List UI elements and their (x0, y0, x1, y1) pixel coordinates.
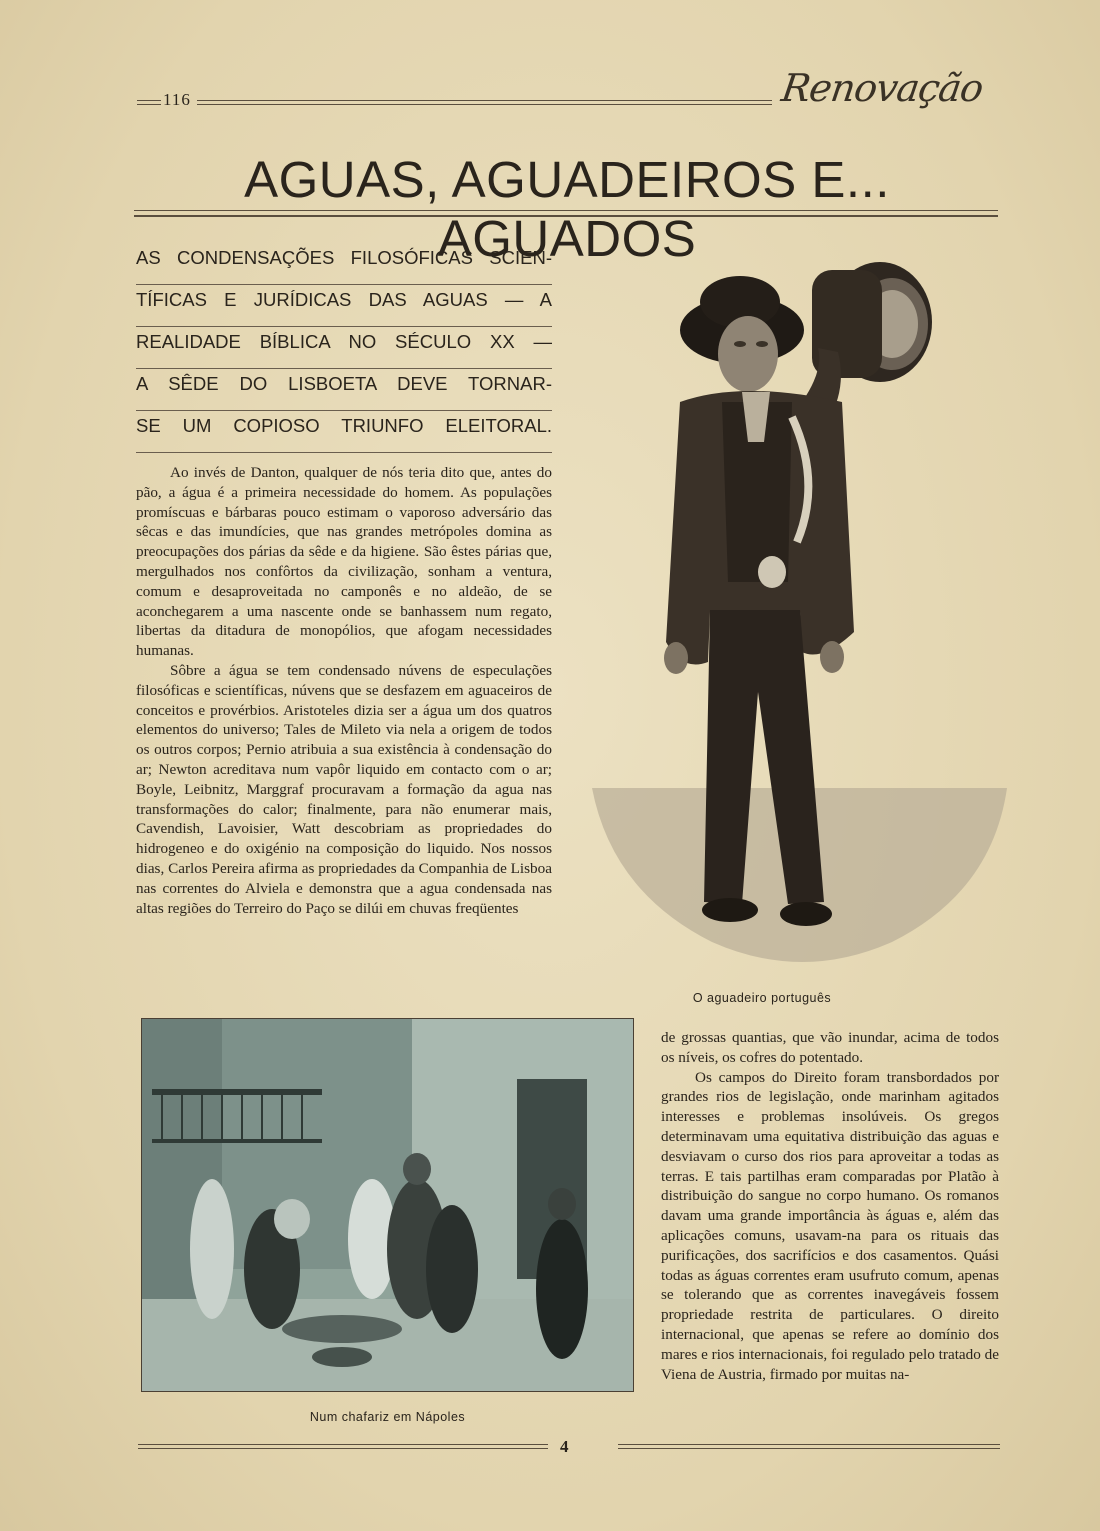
napoles-fountain-photo (141, 1018, 634, 1392)
subheading-line: AS CONDENSAÇÕES FILOSÓFICAS SCIEN- (136, 244, 552, 285)
body-column-right (661, 1028, 999, 1384)
footer-rule (138, 1444, 548, 1449)
article-subheading (136, 244, 552, 454)
subheading-line: REALIDADE BÍBLICA NO SÉCULO XX — (136, 328, 552, 369)
photo-caption: Num chafariz em Nápoles (309, 1410, 466, 1424)
header-rule (197, 100, 772, 105)
header-rule (137, 100, 161, 105)
subheading-line: A SÊDE DO LISBOETA DEVE TORNAR- (136, 370, 552, 411)
title-rule (134, 210, 998, 211)
body-paragraph: Os campos do Direito foram transbordados por grandes rios de legislação, onde marinham agitados interesses e problemas insolúveis. Os gregos determinavam uma equitativa distribuição das aguas e desviavam o curso dos rios para aproveitar a todas as terras. E tais partilhas eram comparadas por Platão à distribuição do sangue no corpo humano. Os romanos davam uma grande importância às águas e, além das aplicações comuns, usavam-na para os rituais das purificações, dos sacrifícios e dos casamentos. Quási todas as águas correntes eram usufruto comum, apenas se tolerando que as correntes inavegáveis fossem propriedade restrita de particulares. O direito internacional, que apenas se refere ao domínio dos mares e rios internacionais, foi regulado pelo tratado de Viena de Austria, firmado por muitas na- (661, 1068, 999, 1383)
subheading-line: SE UM COPIOSO TRIUNFO ELEITORAL. (136, 412, 552, 453)
masthead-logo: Renovação (778, 66, 986, 110)
subheading-line: TÍFICAS E JURÍDICAS DAS AGUAS — A (136, 286, 552, 327)
footer-rule (618, 1444, 1000, 1449)
article-title: AGUAS, AGUADEIROS E... AGUADOS (244, 151, 890, 267)
body-paragraph: Ao invés de Danton, qualquer de nós teria dito que, antes do pão, a água é a primeira necessidade do homem. As populações promíscuas e bárbaras pouco estimam o vaporoso adversário das sêcas e das imundícies, que nas grandes metrópoles domina as preocupações dos párias da sêde e da higiene. São êstes párias que, mergulhados nos confôrtos da civilização, sonham a ventura, comum e desaproveitada no camponês e no aldeão, de se aconchegarem a uma nascente onde se banhassem num regato, libertas da ditadura de monopólios, que afogam necessidades humanas. (136, 464, 552, 660)
title-rule (134, 215, 998, 217)
sheet-number: 4 (560, 1437, 569, 1456)
aguadeiro-photo (592, 252, 1007, 970)
body-column-left (136, 463, 552, 918)
body-paragraph: de grossas quantias, que vão inundar, acima de todos os níveis, os cofres do potentado. (661, 1029, 999, 1066)
body-paragraph: Sôbre a água se tem condensado núvens de especulações filosóficas e scientíficas, núvens que se desfazem em aguaceiros de conceitos e provérbios. Aristoteles dizia ser a água um dos quatros elementos do universo; Tales de Mileto via nela a origem de todos os outros corpos; Pernio atribuia a sua existência à condensação do ar; Newton acreditava num vapôr liquido em contacto com o ar; Boyle, Leibnitz, Marggraf procuravam a formação da agua nas transformações do calor; finalmente, para não enumerar mais, Cavendish, Lavoisier, Watt descobriam as propriedades do hidrogeneo e do oxigénio na composição do liquido. Nos nossos dias, Carlos Pereira afirma as propriedades da Companhia de Lisboa nas correntes do Alviela e demonstra que a agua condensada nas altas regiões do Terreiro do Paço se dilúi em chuvas freqüentes (136, 661, 552, 917)
photo-caption: O aguadeiro português (692, 991, 832, 1005)
page-number: 116 (163, 90, 191, 109)
